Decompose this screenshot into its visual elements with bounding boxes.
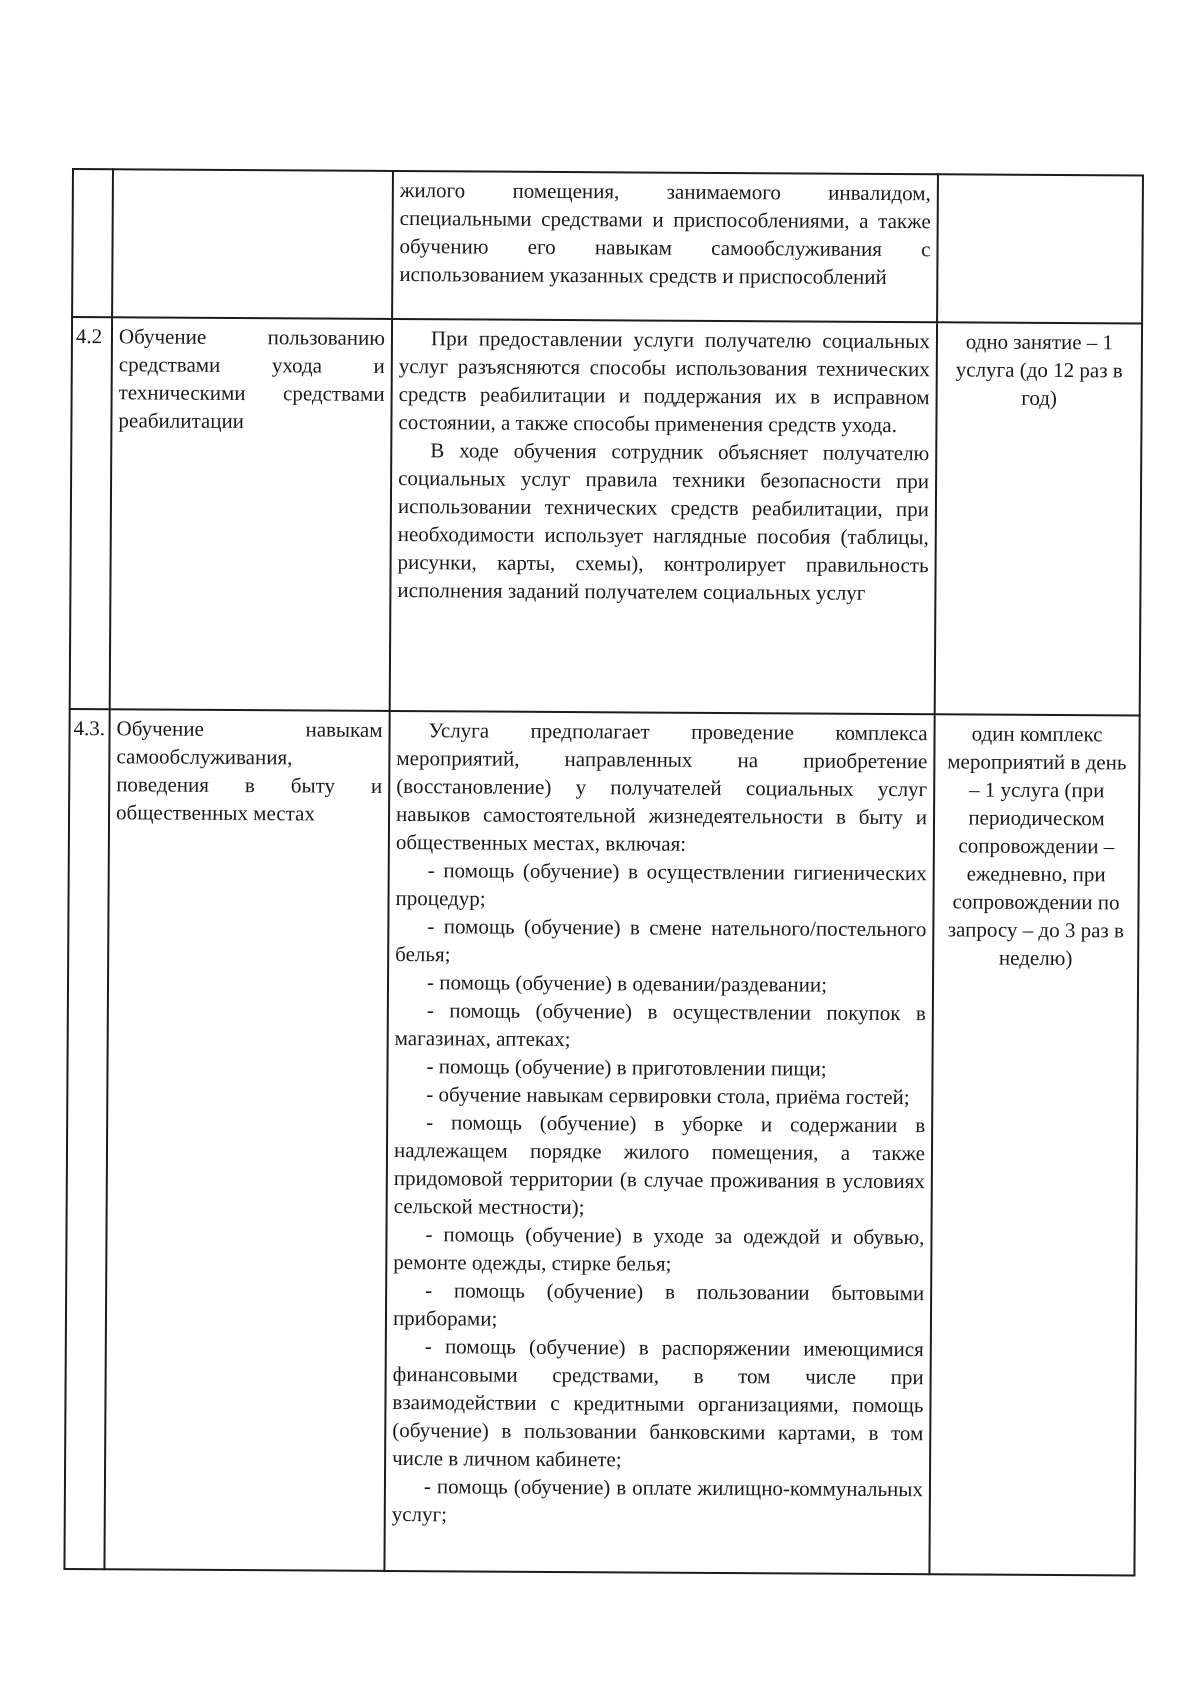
description-paragraph: При предоставлении услуги получателю социальных услуг разъясняются способы использования технических средств реабилитации и поддержания их в исправном состоянии, а также способы применения средств ухода. — [398, 326, 931, 438]
description-list-item: - помощь (обучение) в приготовлении пищи; — [426, 1054, 827, 1081]
service-number — [72, 169, 113, 317]
service-description — [384, 711, 934, 1574]
service-name — [112, 169, 393, 319]
table-row — [70, 317, 1142, 716]
description-list-item: - помощь (обучение) в смене нательного/постельного белья; — [395, 914, 927, 967]
description-list-item: - помощь (обучение) в пользовании бытовыми приборами; — [392, 1278, 925, 1331]
service-description — [392, 171, 938, 322]
service-frequency — [937, 174, 1143, 323]
description-list-item: - помощь (обучение) в распоряжении имеющимися финансовыми средствами, в том числе при взаимодействии с кредитными организациями, помощь (обучение) в пользовании банковскими картами, в том числе в личном кабинете; — [392, 1334, 924, 1472]
service-description — [390, 319, 937, 714]
description-paragraph: В ходе обучения сотрудник объясняет получателю социальных услуг правила техники безопасности при использовании технических средств реабилитации, при необходимости использует наглядные пособия (таблицы, рисунки, карты, схемы), контролирует правильность исполнения заданий получателем социальных услуг — [397, 438, 930, 605]
description-paragraph: жилого помещения, занимаемого инвалидом, специальными средствами и приспособлениями, а также обучению его навыкам самообслуживания с использованием указанных средств и приспособлений — [399, 178, 931, 289]
description-list-item: - обучение навыкам сервировки стола, приёма гостей; — [426, 1082, 910, 1110]
description-list-item: - помощь (обучение) в одевании/раздевании; — [426, 970, 828, 997]
table-row — [72, 169, 1143, 324]
description-list-item: - помощь (обучение) в уборке и содержании в надлежащем порядке жилого помещения, а также придомовой территории (в случае проживания в условиях сельской местности); — [393, 1110, 926, 1220]
service-name: Обучение навыкам самообслуживания, поведения в быту и общественных местах — [104, 709, 389, 1571]
description-list-item: - помощь (обучение) в осуществлении гигиенических процедур; — [395, 858, 927, 911]
service-frequency: один комплекс мероприятий в день – 1 услуга (при периодическом сопровождении – ежедневно, при сопровождении по запросу – до 3 раз в неделю) — [929, 714, 1139, 1575]
description-list-item: - помощь (обучение) в оплате жилищно-коммунальных услуг; — [391, 1474, 924, 1527]
service-number: 4.2 — [70, 317, 112, 709]
description-list-item: - помощь (обучение) в уходе за одеждой и обувью, ремонте одежды, стирке белья; — [393, 1222, 925, 1276]
service-number: 4.3. — [64, 709, 109, 1569]
service-name: Обучение пользованию средствами ухода и техническими средствами реабилитации — [110, 317, 392, 711]
service-frequency: одно занятие – 1 услуга (до 12 раз в год) — [935, 322, 1142, 715]
description-list-item: - помощь (обучение) в осуществлении покупок в магазинах, аптеках; — [394, 998, 926, 1052]
table-row — [64, 709, 1139, 1576]
description-paragraph: Услуга предполагает проведение комплекса мероприятий, направленных на приобретение (восстановление) у получателей социальных услуг навыков самостоятельной жизнедеятельности в быту и общественных местах, включая: — [395, 718, 928, 856]
services-table — [63, 168, 1144, 1577]
